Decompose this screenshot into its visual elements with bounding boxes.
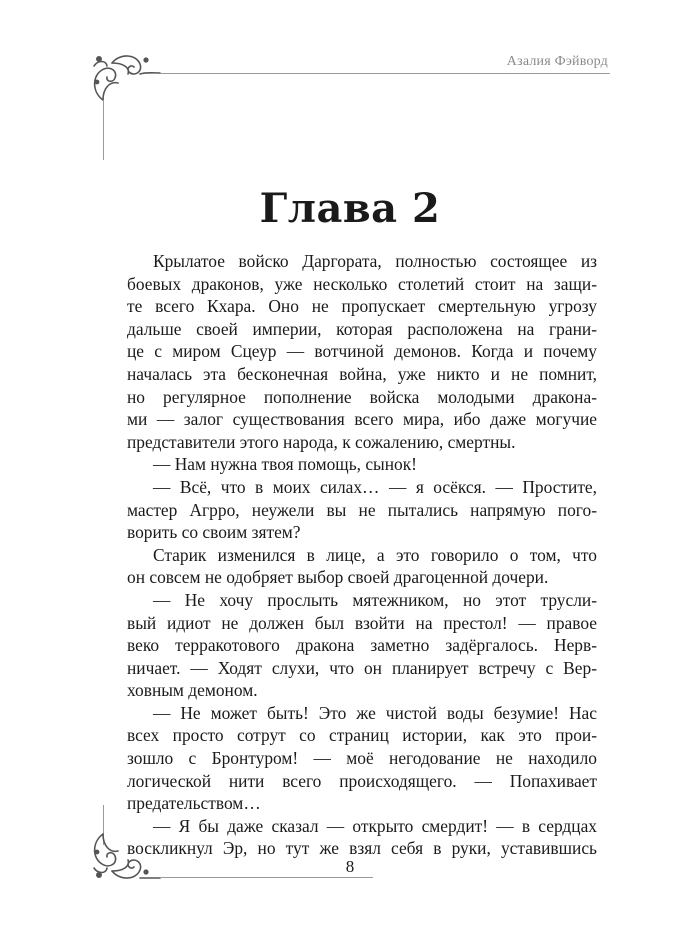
text-line: ми — залог существования всего мира, ибо даже могучие bbox=[127, 409, 597, 430]
text-line: дальше своей империи, которая расположена на грани- bbox=[127, 318, 597, 339]
text-line: — Нам нужна твоя помощь, сынок! bbox=[153, 454, 417, 475]
text-line: боевых драконов, уже несколько столетий стоит на защи- bbox=[127, 273, 597, 294]
text-line: зошло с Бронтуром! — моё негодование не находило bbox=[127, 748, 597, 769]
footer-rule bbox=[160, 877, 373, 878]
text-line: — Я бы даже сказал — открыто смердит! — в сердцах bbox=[153, 815, 597, 836]
left-rule-top bbox=[103, 100, 104, 160]
text-line: он совсем не одобряет выбор своей драгоценной дочери. bbox=[127, 567, 549, 588]
text-line: ничает. — Ходят слухи, что он планирует встречу с Вер- bbox=[127, 657, 597, 678]
text-line: — Не может быть! Это же чистой воды безумие! Нас bbox=[153, 702, 597, 723]
text-line: Крылатое войско Даргората, полностью состоящее из bbox=[153, 251, 597, 271]
text-line: — Всё, что в моих силах… — я осёкся. — Простите, bbox=[153, 476, 597, 497]
text-line: мастер Агрро, неужели вы не пытались напрямую пого- bbox=[127, 499, 597, 520]
text-line: — Не хочу прослыть мятежником, но этот трусли- bbox=[153, 589, 597, 610]
text-line: веко терракотового дракона заметно задёргалось. Нерв- bbox=[127, 635, 597, 656]
text-line: логической нити всего происходящего. — Попахивает bbox=[127, 770, 597, 791]
text-line: но регулярное пополнение войска молодыми дракона- bbox=[127, 386, 597, 407]
corner-ornament-top-icon bbox=[84, 48, 164, 108]
body-text bbox=[127, 250, 597, 860]
text-line: началась эта бесконечная война, уже никто и не помнит, bbox=[127, 363, 597, 384]
text-line: це с миром Сцеур — вотчиной демонов. Когда и почему bbox=[127, 341, 597, 362]
text-line: воскликнул Эр, но тут же взял себя в руки, уставившись bbox=[127, 838, 597, 859]
header-rule bbox=[160, 73, 610, 74]
running-header-author: Азалия Фэйворд bbox=[506, 54, 608, 69]
text-line: вый идиот не должен был взойти на престол! — правое bbox=[127, 612, 597, 633]
text-line: предательством… bbox=[127, 793, 261, 814]
text-line: те всего Кхара. Оно не пропускает смертельную угрозу bbox=[127, 296, 597, 317]
text-line: представители этого народа, к сожалению, смертны. bbox=[127, 431, 516, 452]
page-number: 8 bbox=[345, 857, 355, 876]
chapter-title: Глава 2 bbox=[259, 185, 441, 232]
text-line: всех просто сотрут со страниц истории, как это прои- bbox=[127, 725, 597, 746]
text-line: Старик изменился в лице, а это говорило о том, что bbox=[153, 544, 597, 565]
text-line: ворить со своим зятем? bbox=[127, 522, 301, 543]
text-line: ховным демоном. bbox=[127, 680, 258, 701]
